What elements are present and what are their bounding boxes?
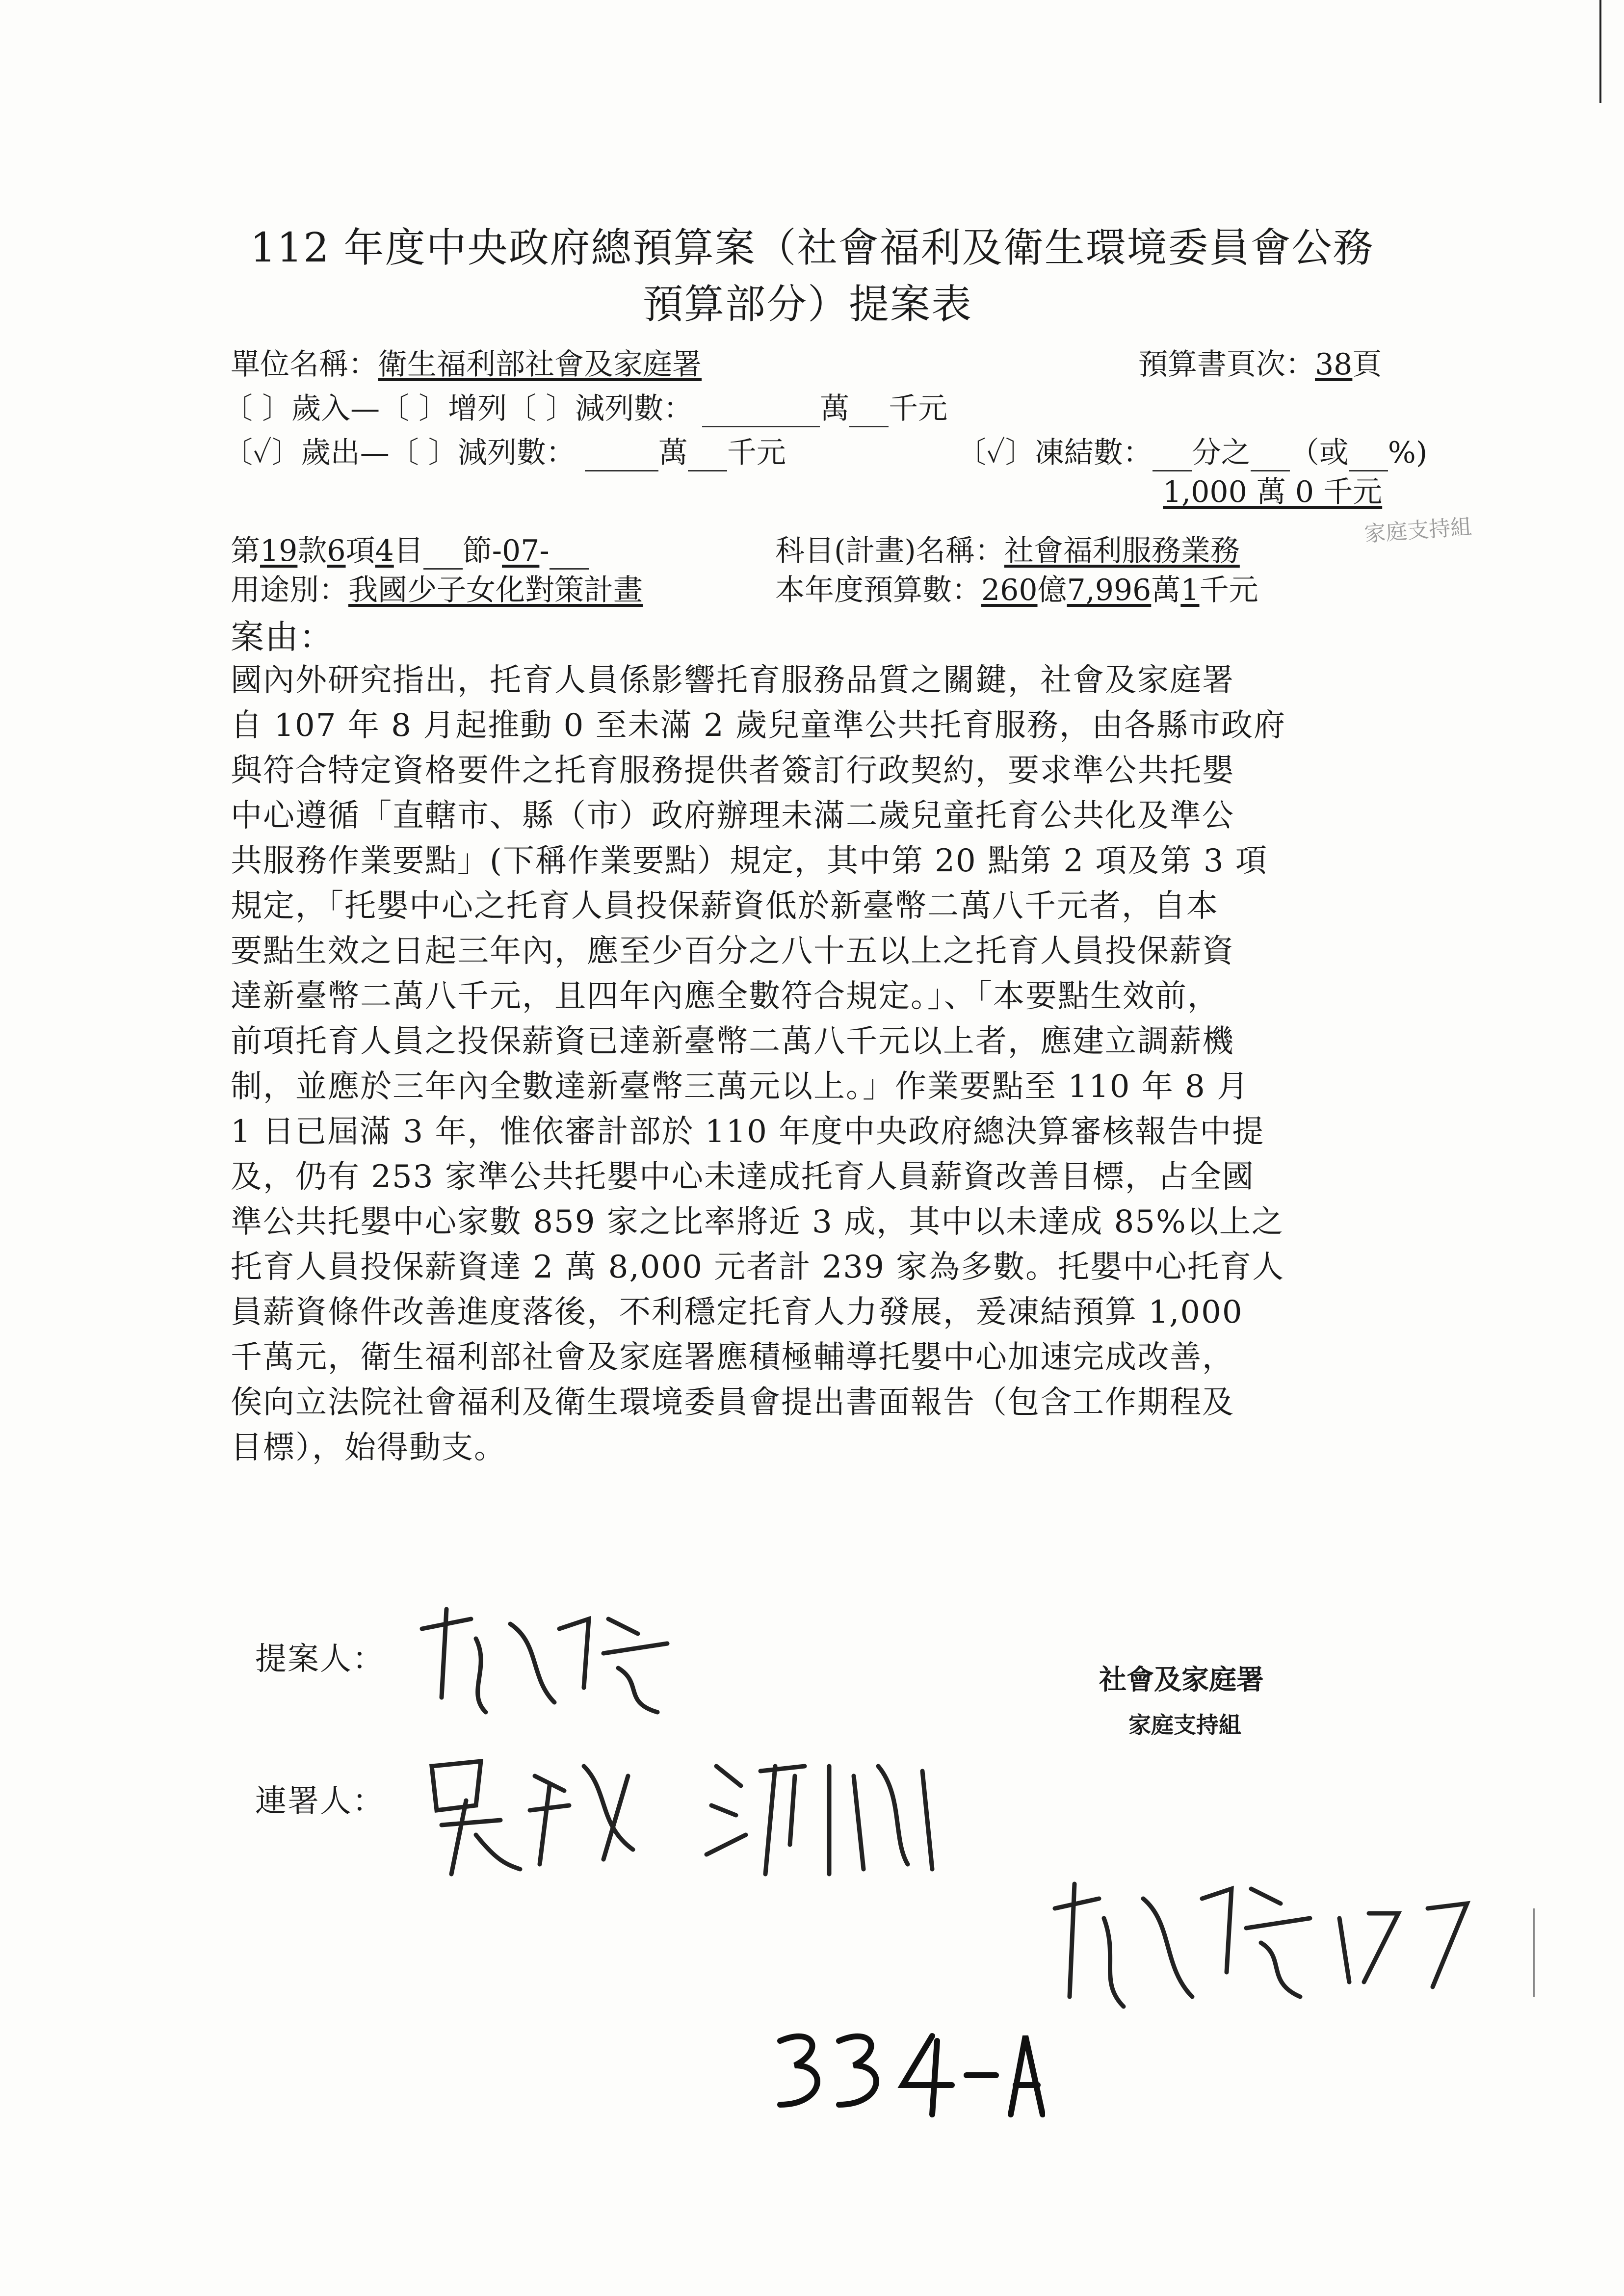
budget-wan: 萬 (1151, 573, 1181, 607)
proposer-label: 提案人： (255, 1641, 385, 1677)
revenue-row (223, 385, 947, 427)
reason-line: 員薪資條件改善進度落後，不利穩定托育人力發展，爰凍結預算 1,000 (231, 1294, 1243, 1331)
subject-label: 科目(計畫)名稱： (775, 534, 1004, 568)
reason-line: 達新臺幣二萬八千元，且四年內應全數符合規定。」、「本要點生效前， (231, 978, 1220, 1015)
scan-edge-top (1599, 0, 1601, 103)
unit-value: 衛生福利部社會及家庭署 (378, 347, 702, 382)
expense-wan-blank (585, 441, 658, 471)
budget-yi-value: 260 (981, 573, 1038, 607)
budget-label: 本年度預算數： (775, 573, 981, 607)
reason-line: 托育人員投保薪資達 2 萬 8,000 元者計 239 家為多數。托嬰中心托育人 (231, 1249, 1285, 1285)
freeze-pct: %) (1388, 436, 1428, 470)
stamp-line1: 社會及家庭署 (1099, 1664, 1264, 1696)
freeze-amount: 1,000 萬 0 千元 (1163, 475, 1383, 509)
item-code-row (231, 527, 589, 570)
reason-line: 與符合特定資格要件之托育服務提供者簽訂行政契約，要求準公共托嬰 (231, 753, 1234, 789)
reason-line: 自 107 年 8 月起推動 0 至未滿 2 歲兒童準公共托育服務，由各縣市政府 (231, 707, 1286, 744)
unit-label: 單位名稱： (231, 347, 378, 382)
form-title-line2: 預算部分）提案表 (643, 281, 973, 328)
reason-line: 要點生效之日起三年內，應至少百分之八十五以上之托育人員投保薪資 (231, 933, 1234, 969)
reason-line: 及，仍有 253 家準公共托嬰中心未達成托育人員薪資改善目標，占全國 (231, 1159, 1255, 1195)
stamp-line2: 家庭支持組 (1128, 1712, 1241, 1738)
scan-edge-mark (1533, 1908, 1535, 1997)
mu-label: 目 (393, 534, 423, 568)
xiang-label: 項 (345, 534, 375, 568)
reason-label: 案由： (231, 618, 334, 657)
freeze-row (957, 429, 1427, 471)
mu-value: 4 (375, 534, 394, 568)
subject-row (775, 527, 1240, 570)
margin-note: 家庭支持組 (1363, 514, 1473, 547)
freeze-huo: （或 (1289, 436, 1349, 470)
reason-line: 中心遵循「直轄市、縣（市）政府辦理未滿二歲兒童托育公共化及準公 (231, 798, 1234, 834)
budget-row (775, 567, 1258, 609)
jie-tail-blank (550, 539, 589, 570)
cosigner-label: 連署人： (255, 1783, 385, 1820)
jie-blank (423, 539, 463, 570)
reason-line: 俟向立法院社會福利及衛生環境委員會提出書面報告（包含工作期程及 (231, 1384, 1234, 1421)
page-ref (1138, 341, 1382, 383)
reason-line: 規定，「托嬰中心之托育人員投保薪資低於新臺幣二萬八千元者，自本 (231, 888, 1219, 924)
reason-line: 目標），始得動支。 (231, 1430, 506, 1466)
revenue-wan: 萬 (820, 391, 850, 426)
freeze-den-blank (1251, 441, 1290, 471)
kuan-prefix: 第 (231, 534, 260, 568)
freeze-num-blank (1153, 441, 1192, 471)
budget-qian-value: 1 (1180, 573, 1200, 607)
kuan-value: 19 (260, 534, 298, 568)
reason-line: 國內外研究指出，托育人員係影響托育服務品質之關鍵，社會及家庭署 (231, 662, 1234, 699)
unit-row (231, 341, 702, 383)
reason-line: 前項托育人員之投保薪資已達新臺幣二萬八千元以上者，應建立調薪機 (231, 1023, 1234, 1060)
form-title-line1: 112 年度中央政府總預算案（社會福利及衛生環境委員會公務 (250, 225, 1374, 271)
expense-qian: 千元 (727, 436, 786, 470)
case-number-handwritten (770, 2021, 1045, 2119)
revenue-wan-blank (702, 396, 820, 427)
reason-line: 制，並應於三年內全數達新臺幣三萬元以上。」作業要點至 110 年 8 月 (231, 1069, 1250, 1105)
use-label: 用途別： (231, 573, 348, 607)
page-value: 38 (1315, 347, 1353, 382)
reason-line: 準公共托嬰中心家數 859 家之比率將近 3 成，其中以未達成 85%以上之 (231, 1204, 1284, 1240)
budget-yi: 億 (1037, 573, 1067, 607)
jie-dash: - (539, 534, 550, 568)
revenue-prefix: 〔 〕歲入—〔 〕增列〔 〕減列數： (223, 391, 693, 426)
freeze-pct-blank (1349, 441, 1388, 471)
expense-wan: 萬 (658, 436, 688, 470)
reason-line: 千萬元，衛生福利部社會及家庭署應積極輔導托嬰中心加速完成改善， (231, 1339, 1234, 1376)
budget-wan-value: 7,996 (1067, 573, 1152, 607)
jie-value: 07 (502, 534, 540, 568)
page-label: 預算書頁次： (1138, 347, 1315, 382)
subject-value: 社會福利服務業務 (1004, 534, 1240, 568)
expense-row (223, 429, 786, 471)
reason-line: 1 日已屆滿 3 年，惟依審計部於 110 年度中央政府總決算審核報告中提 (231, 1114, 1265, 1150)
expense-qian-blank (688, 441, 727, 471)
reason-line: 共服務作業要點」(下稱作業要點）規定，其中第 20 點第 2 項及第 3 項 (231, 843, 1268, 879)
kuan-label: 款 (297, 534, 327, 568)
jie-label: 節- (462, 534, 502, 568)
freeze-label: 〔✓〕凍結數： (957, 436, 1153, 470)
expense-prefix: 〔✓〕歲出—〔 〕減列數： (223, 436, 576, 470)
cosigner-signatures (422, 1747, 1011, 1884)
xiang-value: 6 (327, 534, 346, 568)
use-value: 我國少子女化對策計畫 (348, 573, 643, 607)
revenue-qian-blank (849, 396, 889, 427)
page-suffix: 頁 (1352, 347, 1382, 382)
use-row (231, 567, 643, 609)
budget-qian: 千元 (1199, 573, 1258, 607)
proposer-signature (412, 1599, 687, 1722)
freeze-fenzhi: 分之 (1191, 436, 1251, 470)
revenue-qian: 千元 (889, 391, 948, 426)
extra-signature (1045, 1859, 1487, 2016)
